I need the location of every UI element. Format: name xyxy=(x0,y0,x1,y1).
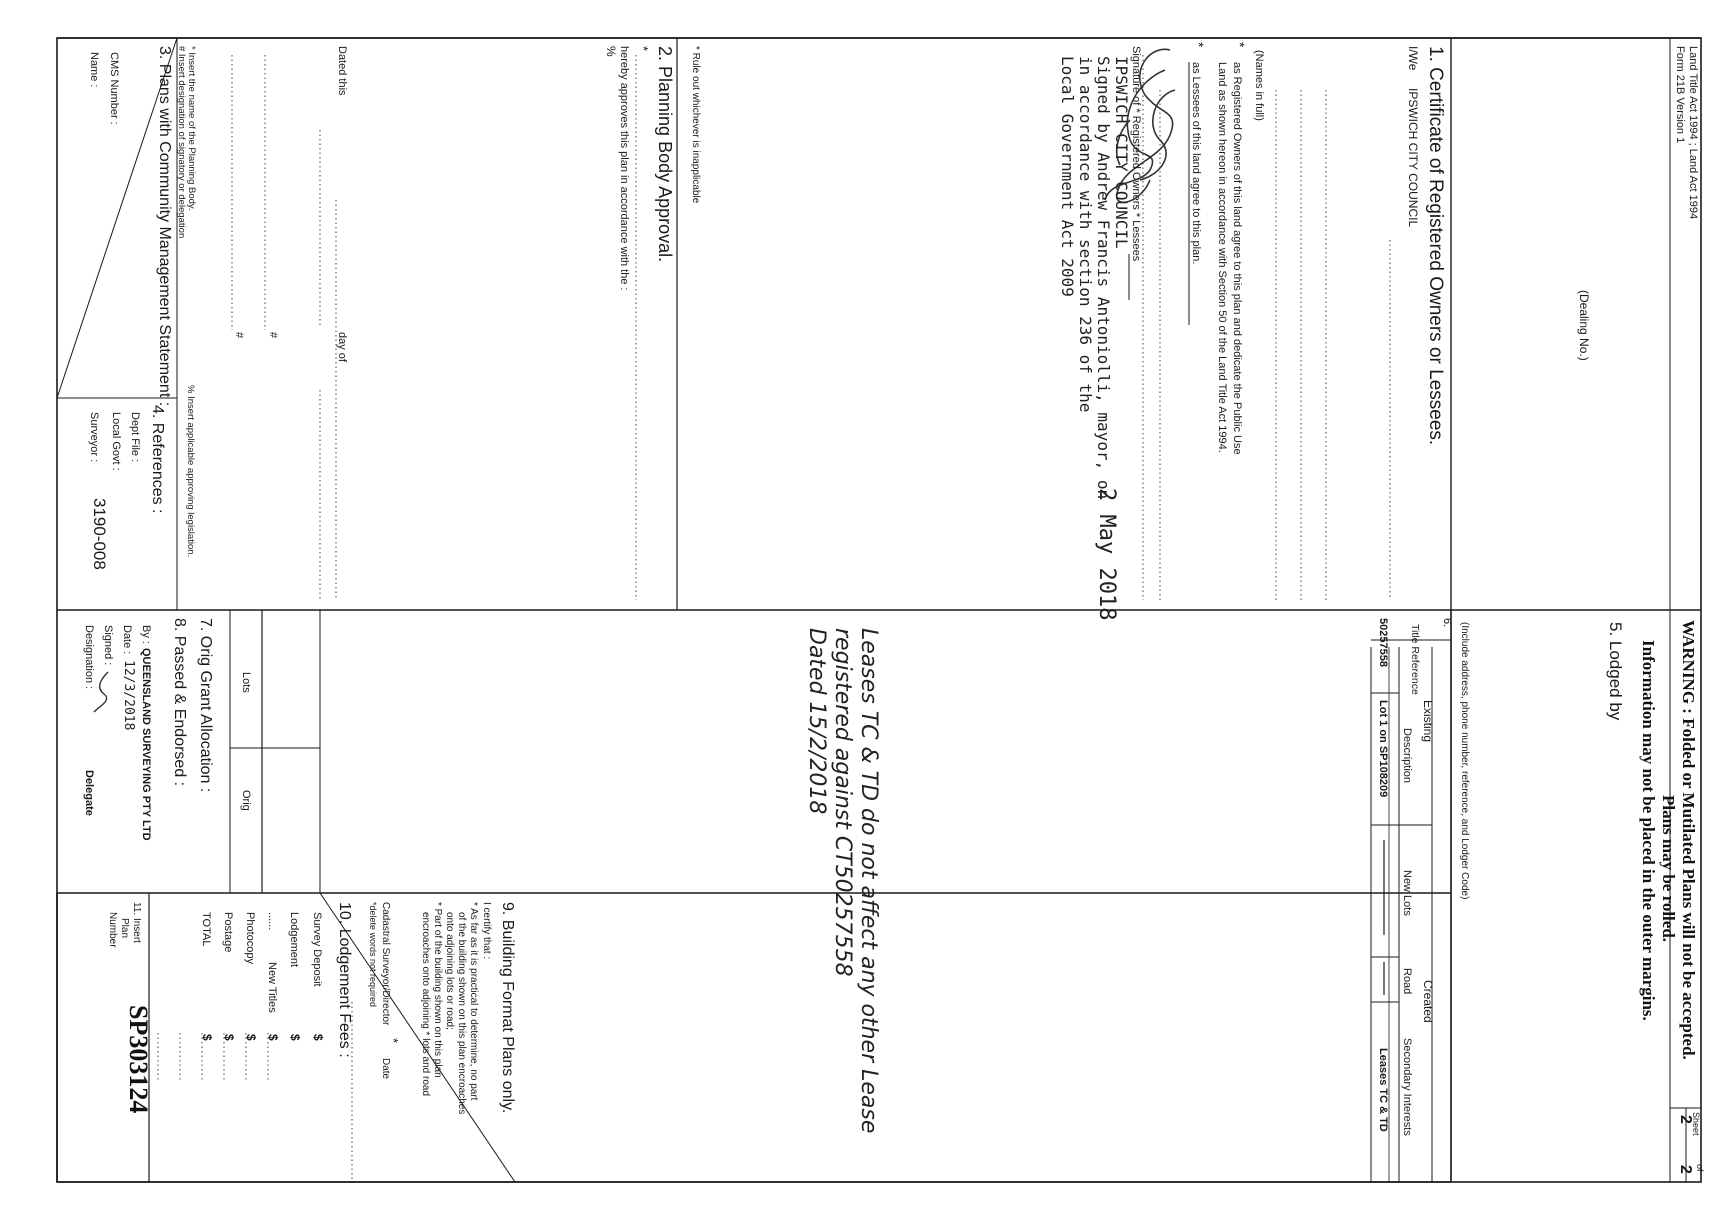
dept-file: Dept File : xyxy=(129,412,141,463)
hw-act: Local Government Act 2009 xyxy=(1058,56,1077,297)
signed-label: Signed : xyxy=(102,625,114,666)
plan-number-label-1: 11. Insert xyxy=(131,902,142,943)
fee-survey-deposit: Survey Deposit xyxy=(311,912,323,987)
col-title-ref: Title Reference xyxy=(1409,624,1421,695)
header-act: Land Title Act 1994 ; Land Act 1994 xyxy=(1687,46,1699,220)
section1-iwe: I/We xyxy=(1406,46,1420,71)
row-description: Lot 1 on SP108209 xyxy=(1377,700,1389,798)
hw-date: 2 May 2018 xyxy=(1094,488,1119,621)
section2-percent: % xyxy=(604,46,618,57)
signature-label: Signature of * Registered Owners * Lessees xyxy=(1130,46,1142,262)
col-new-lots: New Lots xyxy=(1401,870,1413,916)
section1-owner: IPSWICH CITY COUNCIL xyxy=(1406,88,1420,228)
building-bullet-1c: onto adjoining lots or road; xyxy=(444,912,455,1030)
date-label: Date : xyxy=(121,625,133,655)
col-secondary: Secondary Interests xyxy=(1401,1038,1413,1136)
fee-dollar-5: $ xyxy=(222,1034,236,1041)
owners-line-1: as Registered Owners of this land agree to this plan and dedicate the Public Use xyxy=(1231,62,1243,455)
plan-number: SP303124 xyxy=(124,1005,153,1114)
warning-line-3: Information may not be placed in the outer margins. xyxy=(1639,640,1658,1021)
sheet-value: 2 xyxy=(1677,1115,1694,1124)
section9-title: 9. Building Format Plans only. xyxy=(499,902,516,1114)
designation-value: Delegate xyxy=(83,770,95,816)
section2-star: * xyxy=(636,46,651,52)
header-form: Form 21B Version 1 xyxy=(1674,46,1686,144)
row-title-ref: 50257558 xyxy=(1377,618,1389,667)
cadastral-surveyor: Cadastral Surveyor/Director xyxy=(380,902,391,1026)
created-header: Created xyxy=(1421,980,1435,1023)
lodged-by-note: (Include address, phone number, reference, and Lodger Code) xyxy=(1459,622,1470,900)
hw-section: in accordance with section 236 of the xyxy=(1076,56,1095,413)
by-label: By : xyxy=(140,625,152,644)
lease-note-line-3: Dated 15/2/2018 xyxy=(804,628,829,815)
of-label: of xyxy=(1695,1164,1705,1172)
certify-label: I certify that : xyxy=(481,902,492,960)
fee-postage: Postage xyxy=(222,912,234,953)
building-bullet-1: * As far as it is practical to determine, no part xyxy=(468,902,479,1101)
note-legislation: % Insert applicable approving legislation. xyxy=(185,385,196,558)
hash-2: # xyxy=(233,332,245,339)
section7-title: 7. Orig Grant Allocation : xyxy=(197,618,214,793)
fee-dollar-4: $ xyxy=(244,1034,258,1041)
day-of: day of xyxy=(336,332,348,362)
warning-line-1: WARNING : Folded or Mutilated Plans will not be accepted. xyxy=(1679,620,1698,1060)
building-bullet-2: * Part of the building shown on this plan xyxy=(432,902,443,1078)
dealing-number-label: (Dealing No.) xyxy=(1577,290,1591,361)
local-govt: Local Govt : xyxy=(110,412,122,471)
designation-label: Designation : xyxy=(83,625,95,690)
section4-title: 4. References : xyxy=(149,405,166,514)
cms-name: Name : xyxy=(88,52,100,88)
building-bullet-2b: encroaches onto adjoining * lots and road xyxy=(420,912,431,1097)
building-bullet-1b: of the building shown on this plan encroaches xyxy=(456,912,467,1115)
lodged-by-title: 5. Lodged by xyxy=(1606,622,1625,721)
by-value: QUEENSLAND SURVEYING PTY LTD xyxy=(140,648,152,841)
lessees-line: as Lessees of this land agree to this plan. xyxy=(1190,62,1202,265)
fee-dollar-3: $ xyxy=(266,1034,280,1041)
hash-1: # xyxy=(267,332,279,339)
section6-number: 6. xyxy=(1441,618,1453,628)
fee-new-titles-dots: ...... xyxy=(266,912,278,931)
surveyor-value: 3190-008 xyxy=(90,498,109,570)
hw-council: IPSWICH CITY COUNCIL xyxy=(1112,56,1131,249)
note-signatory: # Insert designation of signatory or delegation xyxy=(176,46,187,239)
fee-dollar-6: $ xyxy=(200,1034,214,1041)
orig-label: Orig xyxy=(240,790,252,811)
section3-title: 3. Plans with Community Management Statement : xyxy=(156,46,173,407)
fee-dollar-1: $ xyxy=(311,1034,325,1041)
names-in-full: (Names in full) xyxy=(1253,50,1265,121)
section1-title: 1. Certificate of Registered Owners or Lessees. xyxy=(1425,46,1446,446)
delete-note: *delete words not required xyxy=(368,902,378,1008)
lease-note-line-1: Leases TC & TD do not affect any other Lease xyxy=(856,628,881,1134)
owners-line-2: Land as shown hereon in accordance with Section 50 of the Land Title Act 1994. xyxy=(1216,62,1228,453)
col-road: Road xyxy=(1401,968,1413,995)
hw-signed-by: Signed by Andrew Francis Antoniolli, mayor, on xyxy=(1094,56,1113,500)
sheet-label: Sheet xyxy=(1691,1112,1701,1136)
existing-header: Existing xyxy=(1421,700,1435,743)
rule-out-note: * Rule out whichever is inapplicable xyxy=(690,46,701,204)
lots-label: Lots xyxy=(240,672,252,693)
of-value: 2 xyxy=(1677,1165,1694,1174)
section9-star: * xyxy=(386,1038,401,1044)
col-description: Description xyxy=(1401,728,1413,784)
surveyor-label: Surveyor : xyxy=(88,412,100,463)
row-secondary: Leases TC & TD xyxy=(1377,1048,1389,1132)
dated-this: Dated this xyxy=(336,46,348,96)
plan-number-label-3: Number xyxy=(107,912,118,948)
fee-new-titles: New Titles xyxy=(266,962,278,1013)
section2-title: 2. Planning Body Approval. xyxy=(655,46,675,263)
fee-photocopy: Photocopy xyxy=(244,912,256,964)
section8-title: 8. Passed & Endorsed : xyxy=(171,618,188,787)
section9-date: Date xyxy=(380,1058,391,1080)
fee-total: TOTAL xyxy=(200,912,212,947)
section1-star: * xyxy=(1232,42,1248,48)
date-value: 12/3/2018 xyxy=(121,660,136,731)
section2-approves: hereby approves this plan in accordance with the : xyxy=(618,46,630,291)
note-planning-body: * Insert the name of the Planning Body. xyxy=(186,46,197,211)
fee-lodgement: Lodgement xyxy=(288,912,300,968)
fee-dollar-2: $ xyxy=(288,1034,302,1041)
plan-number-label-2: Plan xyxy=(119,918,130,939)
lease-note-line-2: registered against CT50257558 xyxy=(830,628,855,977)
cms-number: CMS Number : xyxy=(108,52,120,125)
section10-title: 10. Lodgement Fees : xyxy=(336,902,353,1058)
section1-star-2: * xyxy=(1191,42,1207,48)
warning-line-2: Plans may be rolled. xyxy=(1659,795,1678,943)
